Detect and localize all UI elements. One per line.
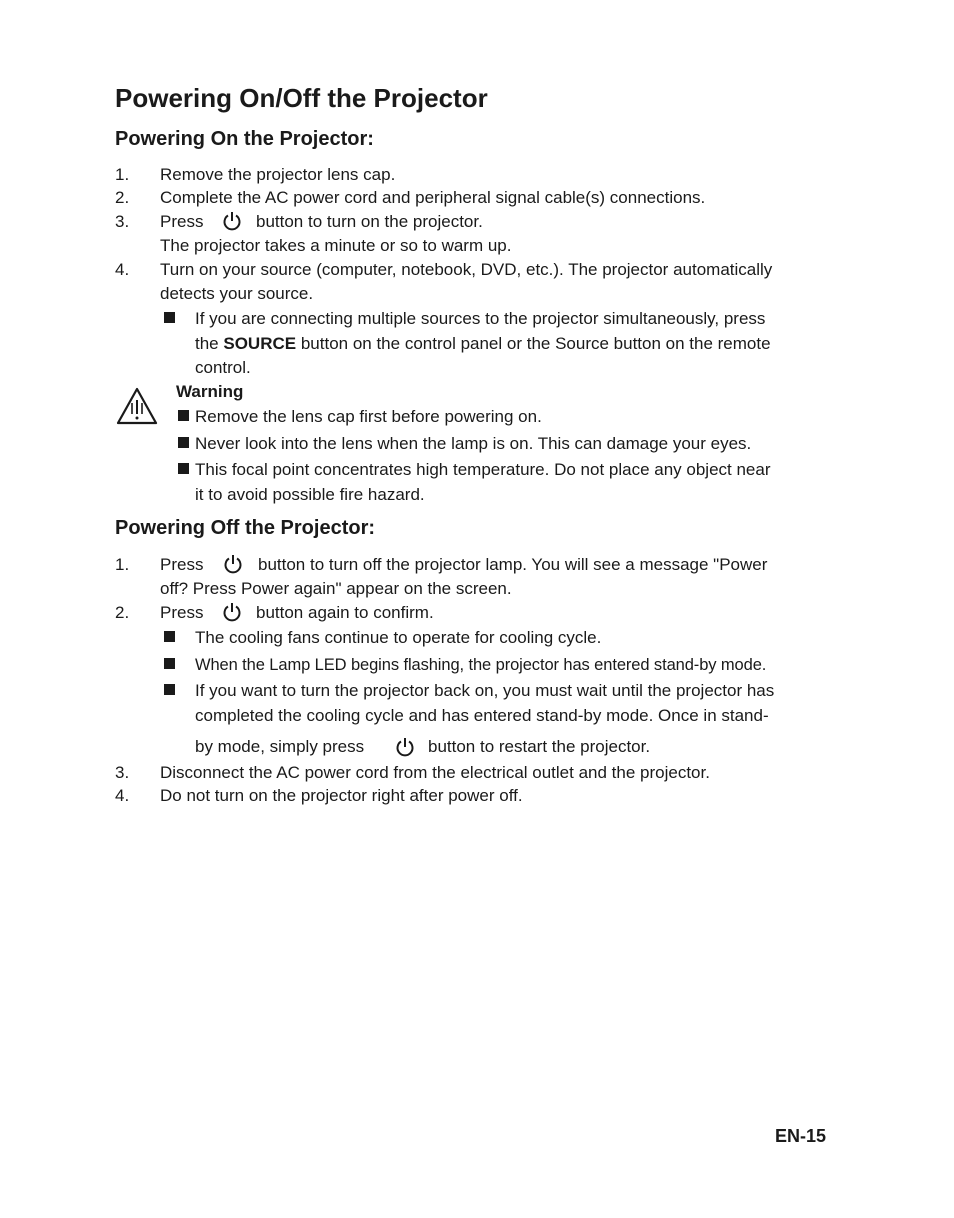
bullet-text xyxy=(195,334,771,354)
bullet-text: by mode, simply press xyxy=(195,737,365,756)
bullet-square xyxy=(164,658,175,669)
source-keyword: SOURCE xyxy=(223,334,297,353)
bullet-text: When the Lamp LED begins flashing, the projector has entered stand-by mode. xyxy=(195,656,767,674)
bullet-square xyxy=(178,410,189,421)
list-item-text: Press xyxy=(160,603,204,622)
list-item-text: off? Press Power again" appear on the screen. xyxy=(160,579,512,598)
list-item-text: button to turn on the projector. xyxy=(256,212,483,231)
bullet-square xyxy=(164,312,175,323)
list-item-text: button to turn off the projector lamp. You will see a message "Power xyxy=(258,555,768,574)
bullet-text: completed the cooling cycle and has entered stand-by mode. Once in stand- xyxy=(195,706,769,725)
bullet-text: The cooling fans continue to operate for cooling cycle. xyxy=(195,628,602,647)
bullet-text: If you are connecting multiple sources to the projector simultaneously, press xyxy=(195,309,766,328)
warning-item: Never look into the lens when the lamp is on. This can damage your eyes. xyxy=(195,434,752,453)
page-title: Powering On/Off the Projector xyxy=(115,83,488,113)
bullet-text-part: button on the control panel or the Source button on the remote xyxy=(300,334,771,353)
page-number: EN-15 xyxy=(775,1126,827,1146)
bullet-square xyxy=(164,631,175,642)
list-item: Do not turn on the projector right after power off. xyxy=(160,786,523,805)
list-item: Remove the projector lens cap. xyxy=(160,165,396,184)
list-item-text: Press xyxy=(160,555,204,574)
bullet-square xyxy=(164,684,175,695)
bullet-text-part: the xyxy=(195,334,219,353)
list-number: 2. xyxy=(115,188,130,207)
warning-item: it to avoid possible fire hazard. xyxy=(195,485,425,504)
list-number: 3. xyxy=(115,212,130,231)
list-item-text: button again to confirm. xyxy=(256,603,434,622)
list-item-text: detects your source. xyxy=(160,284,314,303)
list-number: 1. xyxy=(115,555,130,574)
list-item: Complete the AC power cord and peripheral signal cable(s) connections. xyxy=(160,188,706,207)
warning-title: Warning xyxy=(176,382,244,401)
list-number: 4. xyxy=(115,786,130,805)
power-icon xyxy=(222,601,242,623)
bullet-square xyxy=(178,437,189,448)
warning-item: Remove the lens cap first before powering on. xyxy=(195,407,542,426)
bullet-text: control. xyxy=(195,358,251,377)
bullet-square xyxy=(178,463,189,474)
list-number: 3. xyxy=(115,763,130,782)
power-icon xyxy=(222,210,242,232)
warning-triangle-icon xyxy=(115,386,159,431)
section-heading-power-off: Powering Off the Projector: xyxy=(115,517,376,539)
power-icon xyxy=(395,736,415,758)
power-icon xyxy=(223,553,243,575)
list-number: 2. xyxy=(115,603,130,622)
list-number: 4. xyxy=(115,260,130,279)
warning-item: This focal point concentrates high temperature. Do not place any object near xyxy=(195,460,771,479)
section-heading-power-on: Powering On the Projector: xyxy=(115,128,374,150)
list-item: Disconnect the AC power cord from the electrical outlet and the projector. xyxy=(160,763,710,782)
bullet-text: If you want to turn the projector back on, you must wait until the projector has xyxy=(195,681,775,700)
list-number: 1. xyxy=(115,165,130,184)
bullet-text: button to restart the projector. xyxy=(428,737,651,756)
list-item-text: Press xyxy=(160,212,204,231)
list-item-text: The projector takes a minute or so to warm up. xyxy=(160,236,512,255)
list-item-text: Turn on your source (computer, notebook, DVD, etc.). The projector automatically xyxy=(160,260,773,279)
